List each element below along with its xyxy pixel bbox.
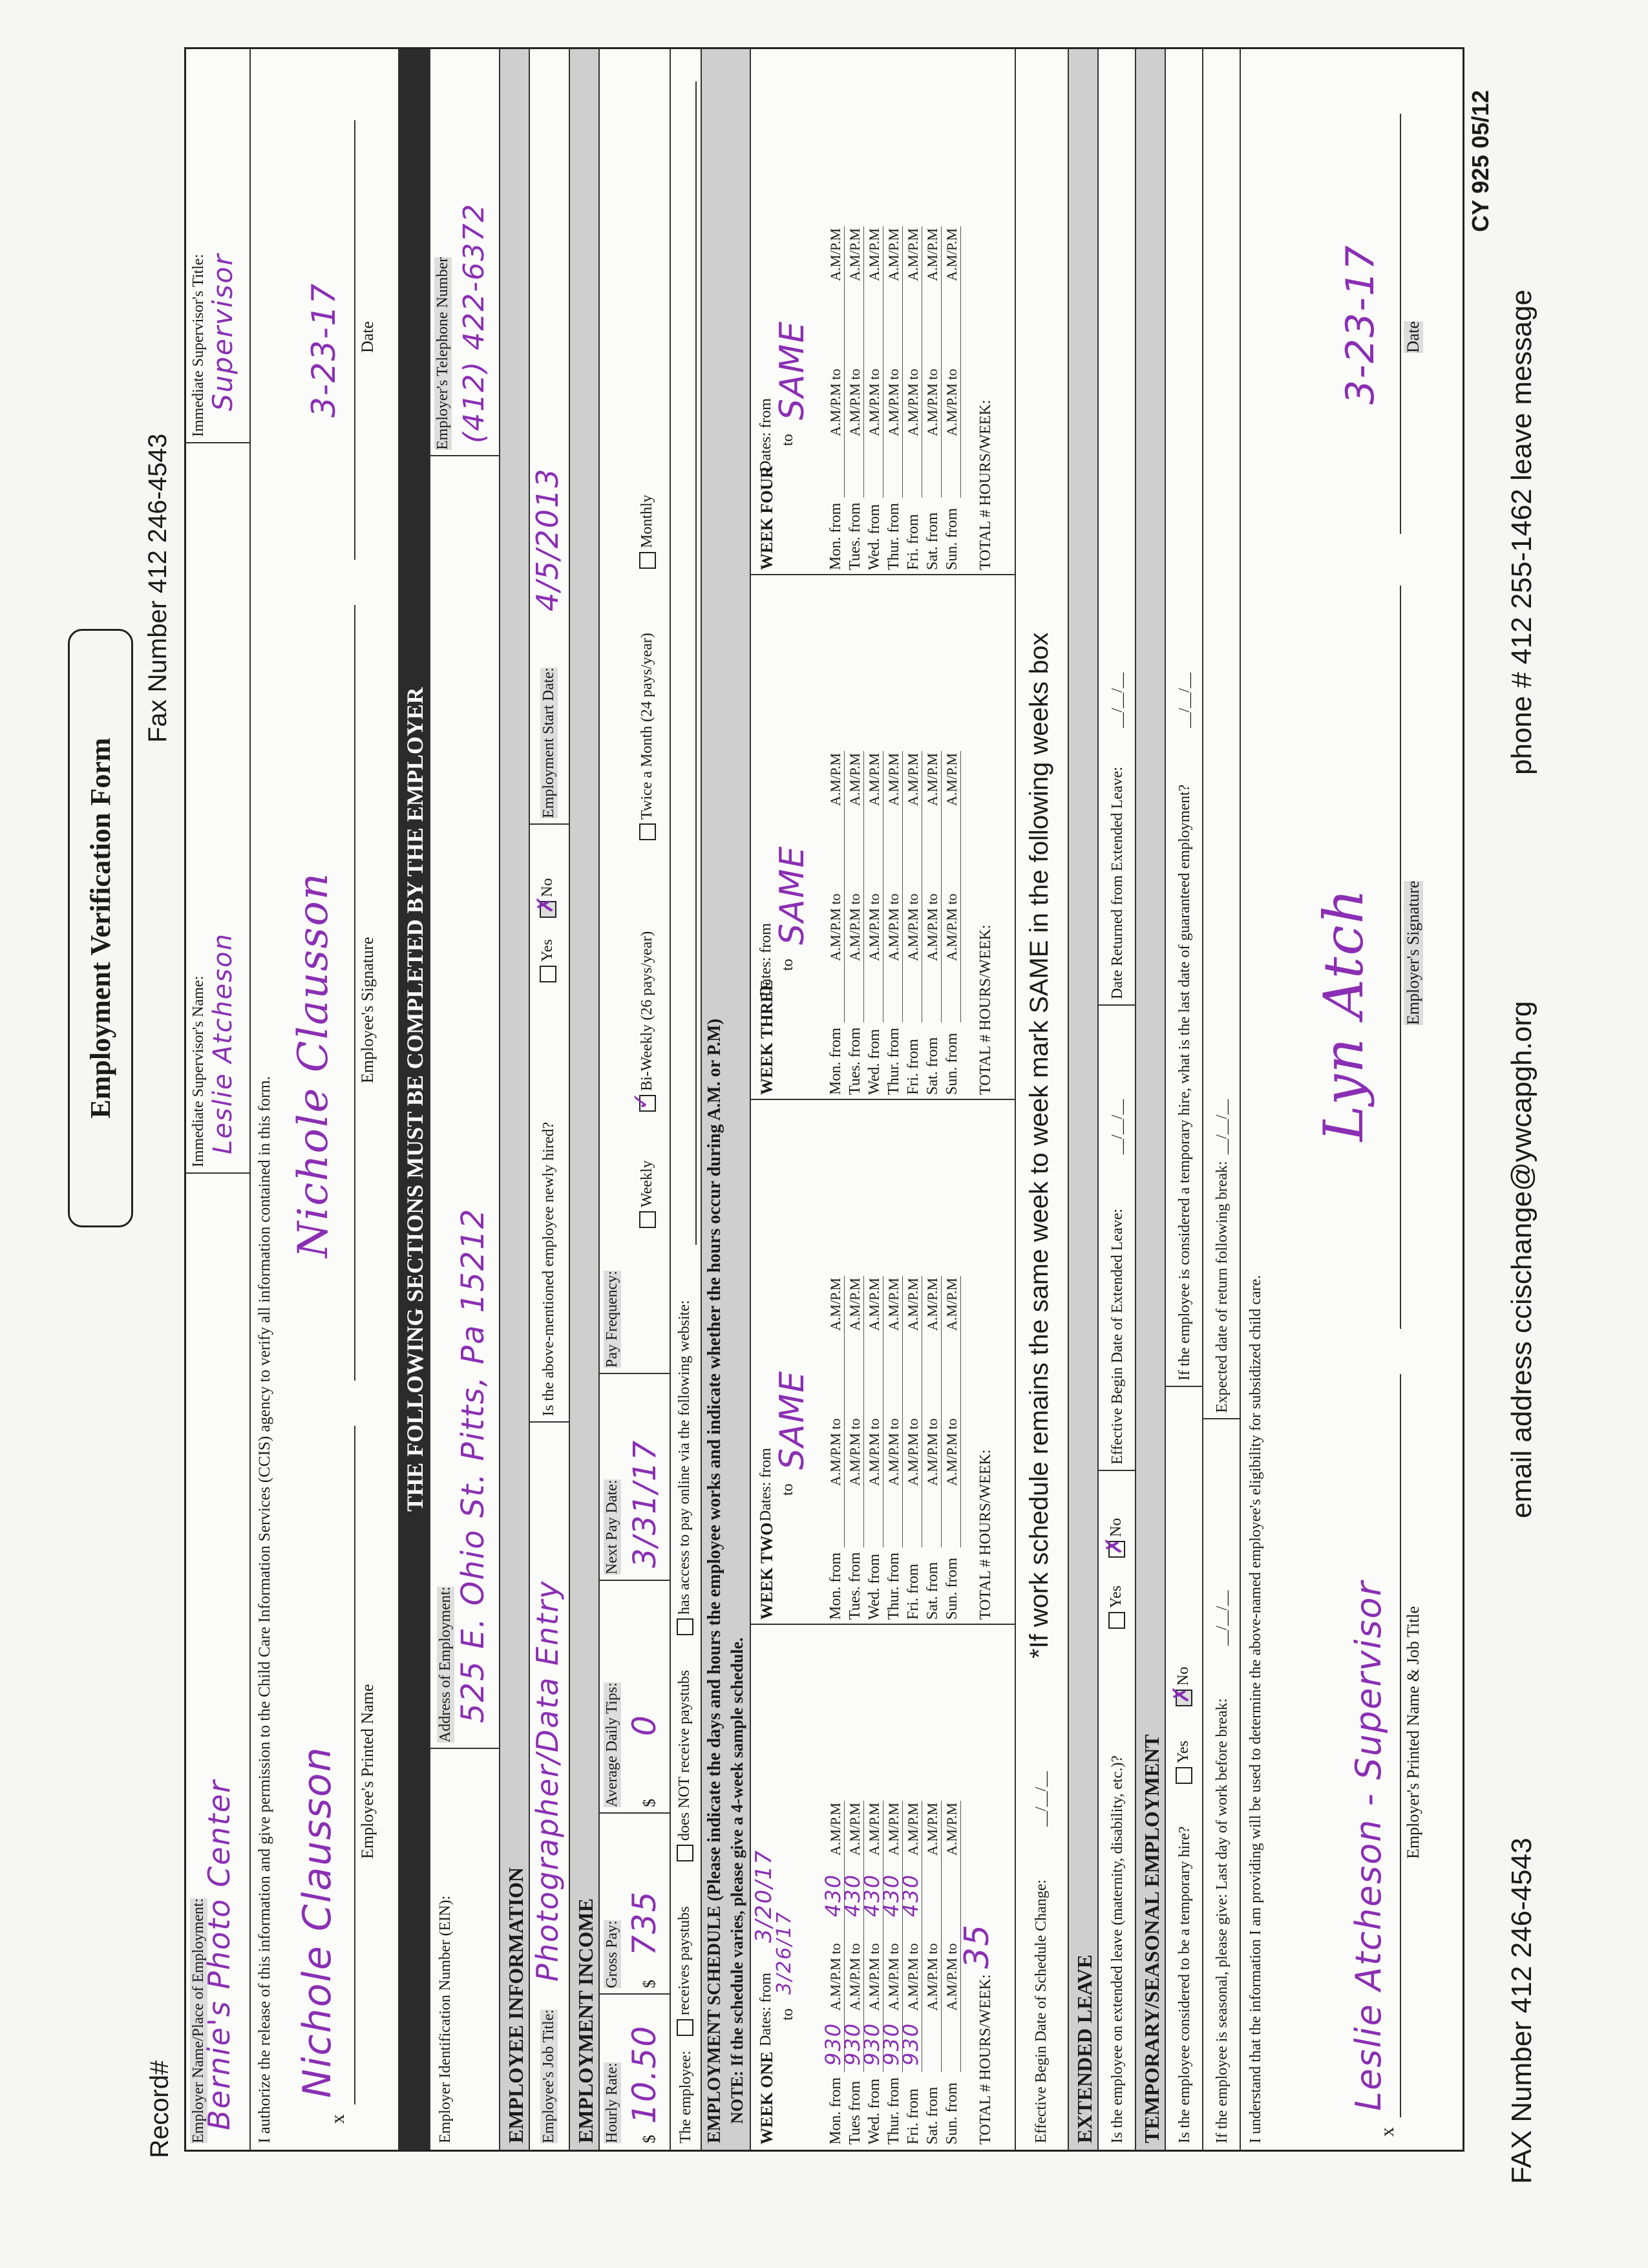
temporary-no[interactable]: No — [1175, 1667, 1192, 1710]
schedule-day-label: Mon. from — [827, 503, 844, 570]
week-one — [751, 1625, 1016, 2150]
schedule-ampm: A.M/P.M — [885, 228, 902, 281]
schedule-line — [863, 226, 864, 498]
schedule-day-label: Sun. from — [944, 508, 960, 570]
week-total-label: TOTAL # HOURS/WEEK: — [977, 924, 994, 1095]
no-paystubs[interactable]: does NOT receive paystubs — [676, 1670, 693, 1865]
address-label: Address of Employment: — [437, 1586, 454, 1743]
schedule-ampm-to: A.M/P.M to — [847, 368, 863, 436]
schedule-line — [902, 226, 903, 498]
schedule-ampm-to: A.M/P.M to — [866, 368, 882, 436]
schedule-day-label: Sat. from — [924, 1037, 941, 1095]
newly-hired-no[interactable]: No — [539, 878, 556, 922]
schedule-line — [902, 1276, 903, 1547]
start-date-value[interactable]: 4/5/2013 — [530, 467, 565, 611]
schedule-day-label: Fri. from — [905, 514, 922, 570]
schedule-day-label: Thur. from — [885, 2077, 902, 2145]
schedule-ampm: A.M/P.M — [905, 1278, 921, 1331]
schedule-day-label: Sat. from — [924, 2086, 941, 2145]
employer-banner-text: THE FOLLOWING SECTIONS MUST BE COMPLETED BY THE EMPLOYER — [402, 687, 428, 1512]
schedule-ampm-to: A.M/P.M to — [866, 1943, 882, 2011]
schedule-start-time[interactable]: 930 — [898, 2022, 923, 2066]
freq-biweekly[interactable]: Bi-Weekly (26 pays/year) — [639, 931, 656, 1116]
schedule-note: NOTE: If the schedule varies, please give a 4-week sample schedule. — [728, 1637, 746, 2124]
schedule-day-label: Tues. from — [847, 502, 863, 570]
extended-leave-no-check: ✗ — [1101, 1536, 1127, 1555]
schedule-ampm: A.M/P.M — [905, 228, 921, 281]
frequency-label: Pay Frequency: — [604, 1271, 620, 1368]
footer-phone: phone # 412 255-1462 leave message — [1506, 289, 1537, 775]
printed-name-caption: Employee's Printed Name — [358, 1684, 377, 1859]
week-to-date[interactable]: 3/26/17 — [773, 1911, 796, 1995]
schedule-end-time[interactable]: 430 — [898, 1873, 923, 1917]
extended-begin-date[interactable]: __/__/__ — [1109, 1099, 1126, 1154]
schedule-ampm: A.M/P.M — [866, 228, 882, 281]
schedule-day-label: Wed. from — [866, 1028, 883, 1095]
online-pay[interactable]: has access to pay online via the following website: — [676, 1300, 693, 1639]
week-title: WEEK FOUR — [757, 465, 776, 570]
title-box — [68, 629, 133, 1227]
schedule-day-label: Sun. from — [944, 2083, 960, 2145]
schedule-ampm: A.M/P.M — [924, 1803, 940, 1856]
employment-income-heading-text: EMPLOYMENT INCOME — [574, 1898, 597, 2143]
schedule-ampm-to: A.M/P.M to — [944, 1943, 960, 2011]
week-to-label: to — [779, 1483, 796, 1496]
schedule-ampm: A.M/P.M — [924, 1278, 940, 1331]
week-three — [751, 575, 1016, 1100]
schedule-day-label: Sun. from — [944, 1033, 960, 1095]
schedule-day-label: Tues. from — [847, 1552, 863, 1620]
fax-top: Fax Number 412 246-4543 — [143, 433, 172, 743]
extended-begin-label: Effective Begin Date of Extended Leave: — [1109, 1208, 1126, 1465]
form-title: Employment Verification Form — [85, 737, 116, 1119]
schedule-ampm-to: A.M/P.M to — [944, 1418, 960, 1486]
next-pay-label: Next Pay Date: — [604, 1479, 620, 1574]
schedule-day-label: Thur. from — [885, 1028, 902, 1095]
employment-income-heading — [570, 49, 600, 2150]
schedule-line — [941, 1801, 942, 2072]
extended-leave-yes[interactable]: Yes — [1108, 1585, 1125, 1633]
seasonal-last-day[interactable]: __/__/__ — [1214, 1590, 1231, 1646]
extended-leave-heading — [1069, 49, 1099, 2150]
schedule-day-label: Wed. from — [866, 2078, 883, 2145]
schedule-ampm: A.M/P.M — [924, 228, 940, 281]
schedule-day-label: Thur. from — [885, 1553, 902, 1620]
schedule-ampm-to: A.M/P.M to — [866, 893, 882, 961]
employer-signature-value[interactable]: Lyn Atch — [1312, 887, 1375, 1141]
week-title: WEEK THREE — [757, 980, 776, 1095]
schedule-line — [960, 751, 961, 1023]
schedule-end-time[interactable]: 430 — [879, 1873, 903, 1917]
address-value[interactable]: 525 E. Ohio St. Pitts, Pa 15212 — [455, 1207, 491, 1723]
schedule-line — [960, 226, 961, 498]
schedule-ampm: A.M/P.M — [924, 753, 940, 806]
employer-ids — [430, 49, 500, 2150]
tips-dollar: $ — [640, 1799, 659, 1807]
schedule-ampm-to: A.M/P.M to — [905, 1418, 921, 1486]
schedule-day-label: Fri. from — [905, 1039, 922, 1095]
schedule-ampm: A.M/P.M — [847, 1803, 863, 1856]
tips-label: Average Daily Tips: — [604, 1682, 620, 1807]
schedule-ampm-to: A.M/P.M to — [827, 1943, 843, 2011]
schedule-ampm: A.M/P.M — [847, 1278, 863, 1331]
schedule-ampm-to: A.M/P.M to — [944, 893, 960, 961]
freq-biweekly-check: ✓ — [628, 1092, 654, 1110]
temporary-no-check: ✗ — [1168, 1685, 1194, 1704]
employee-information-row — [530, 49, 570, 2150]
supervisor-title-label: Immediate Supervisor's Title: — [190, 254, 207, 437]
schedule-day-label: Thur. from — [885, 503, 902, 570]
temporary-heading-text: TEMPORARY/SEASONAL EMPLOYMENT — [1140, 1734, 1163, 2143]
schedule-line — [902, 751, 903, 1023]
seasonal-question: If the employee is seasonal, please give: Last day of work before break: — [1214, 1698, 1231, 2143]
form-code: CY 925 05/12 — [1467, 90, 1494, 232]
schedule-ampm: A.M/P.M — [866, 1803, 882, 1856]
expected-return-label: Expected date of return following break: — [1214, 1161, 1231, 1413]
next-pay-value[interactable]: 3/31/17 — [627, 1439, 663, 1568]
schedule-ampm-to: A.M/P.M to — [847, 893, 863, 961]
temporary-last-date-question: If the employee is considered a temporary hire, what is the last date of guaranteed employment? — [1176, 784, 1193, 1381]
temporary-last-date[interactable]: __/__/__ — [1176, 672, 1193, 728]
extended-leave-row — [1099, 49, 1136, 2150]
freq-twice-monthly[interactable]: Twice a Month (24 pays/year) — [639, 633, 656, 844]
freq-monthly[interactable]: Monthly — [639, 494, 656, 573]
week-dates-label: Dates: from — [757, 1973, 774, 2046]
week-total-label: TOTAL # HOURS/WEEK: — [977, 399, 994, 570]
supervisor-title-value[interactable]: Supervisor — [207, 253, 238, 411]
schedule-ampm: A.M/P.M — [944, 1803, 960, 1856]
week-to-label: to — [779, 434, 796, 446]
schedule-ampm: A.M/P.M — [847, 753, 863, 806]
week-total-label: TOTAL # HOURS/WEEK: — [977, 1974, 994, 2145]
schedule-ampm-to: A.M/P.M to — [885, 368, 902, 436]
schedule-ampm-to: A.M/P.M to — [885, 1943, 902, 2011]
schedule-line — [844, 1276, 845, 1547]
effective-change-date[interactable]: __/__/__ — [1033, 1771, 1050, 1827]
certification-prefix: x — [1377, 2127, 1398, 2137]
schedule-line — [941, 226, 942, 498]
schedule-ampm: A.M/P.M — [944, 753, 960, 806]
schedule-ampm: A.M/P.M — [866, 753, 882, 806]
schedule-ampm-to: A.M/P.M to — [827, 1418, 843, 1486]
schedule-ampm-to: A.M/P.M to — [924, 368, 940, 436]
employee-date-caption: Date — [358, 321, 377, 353]
seasonal-row — [1203, 49, 1241, 2150]
week-dates-label: Dates: from — [757, 398, 774, 472]
schedule-ampm: A.M/P.M — [885, 1278, 902, 1331]
certification — [1241, 49, 1463, 2150]
week-to-date[interactable]: SAME — [773, 845, 812, 945]
schedule-ampm-to: A.M/P.M to — [847, 1943, 863, 2011]
week-title: WEEK ONE — [757, 2051, 776, 2145]
schedule-ampm-to: A.M/P.M to — [905, 1943, 921, 2011]
temporary-yes[interactable]: Yes — [1175, 1741, 1192, 1788]
newly-hired-no-check: ✗ — [533, 895, 558, 914]
newly-hired-label: Is the above-mentioned employee newly hired? — [540, 1121, 557, 1416]
hourly-rate-value[interactable]: 10.50 — [626, 2024, 663, 2124]
temporary-question: Is the employee considered to be a temporary hire? — [1176, 1826, 1193, 2143]
week-two — [751, 1100, 1016, 1625]
week-from-date[interactable]: 3/20/17 — [751, 1849, 777, 1943]
printed-name-value[interactable]: Nichole Clausson — [295, 1746, 340, 2098]
schedule-ampm: A.M/P.M — [944, 1278, 960, 1331]
schedule-day-label: Sun. from — [944, 1558, 960, 1620]
record-label: Record# — [145, 2060, 174, 2158]
schedule-weeks — [751, 49, 1016, 2150]
schedule-ampm: A.M/P.M — [905, 1803, 921, 1856]
schedule-ampm-to: A.M/P.M to — [924, 1418, 940, 1486]
schedule-day-label: Wed. from — [866, 1553, 883, 1620]
employee-information-heading — [500, 49, 530, 2150]
job-title-label: Employee's Job Title: — [540, 2009, 557, 2143]
ein-label: Employer Identification Number (EIN): — [437, 1895, 454, 2143]
gross-pay-value[interactable]: 735 — [626, 1890, 663, 1956]
hourly-rate-label: Hourly Rate: — [604, 2062, 620, 2143]
tips-value[interactable]: 0 — [626, 1714, 663, 1736]
gross-pay-dollar: $ — [640, 1980, 659, 1988]
schedule-day-label: Mon. from — [827, 2077, 844, 2145]
week-four — [751, 50, 1016, 575]
schedule-ampm-to: A.M/P.M to — [827, 893, 843, 961]
schedule-change-row — [1016, 49, 1069, 2150]
hourly-rate-dollar: $ — [640, 2135, 659, 2143]
paystub-row — [671, 49, 702, 2150]
week-to-date[interactable]: SAME — [773, 1370, 812, 1470]
employer-banner — [399, 49, 430, 2150]
gross-pay-label: Gross Pay: — [604, 1920, 620, 1988]
schedule-ampm: A.M/P.M — [827, 228, 843, 281]
effective-change-label: Effective Begin Date of Schedule Change: — [1033, 1879, 1050, 2143]
schedule-day-label: Tues from — [847, 2081, 863, 2145]
schedule-ampm: A.M/P.M — [885, 753, 902, 806]
schedule-line — [863, 751, 864, 1023]
week-total-label: TOTAL # HOURS/WEEK: — [977, 1449, 994, 1620]
schedule-day-label: Fri. from — [905, 1563, 922, 1620]
week-to-label: to — [779, 959, 796, 971]
phone-label: Employer's Telephone Number — [434, 257, 451, 450]
schedule-ampm-to: A.M/P.M to — [905, 368, 921, 436]
week-to-date[interactable]: SAME — [773, 320, 812, 420]
schedule-line — [960, 1276, 961, 1547]
phone-value[interactable]: (412) 422-6372 — [458, 202, 491, 443]
schedule-ampm-to: A.M/P.M to — [885, 1418, 902, 1486]
freq-weekly[interactable]: Weekly — [639, 1160, 656, 1232]
schedule-day-label: Mon. from — [827, 1028, 844, 1095]
schedule-ampm: A.M/P.M — [885, 1803, 902, 1856]
employer-name-label: Employer Name/Place of Employment: — [190, 1898, 207, 2143]
schedule-ampm-to: A.M/P.M to — [885, 893, 902, 961]
schedule-ampm-to: A.M/P.M to — [827, 368, 843, 436]
schedule-day-label: Fri. from — [905, 2088, 922, 2145]
job-title-value[interactable]: Photographer/Data Entry — [530, 1580, 565, 1982]
schedule-day-label: Mon. from — [827, 1553, 844, 1620]
schedule-ampm: A.M/P.M — [905, 753, 921, 806]
extended-leave-no[interactable]: No — [1108, 1518, 1125, 1562]
employee-signature-value[interactable]: Nichole Clausson — [290, 872, 337, 1258]
schedule-line — [941, 1276, 942, 1547]
paystub-prefix: The employee: — [677, 2050, 694, 2143]
schedule-ampm-to: A.M/P.M to — [866, 1418, 882, 1486]
week-dates-label: Dates: from — [757, 923, 774, 997]
schedule-ampm-to: A.M/P.M to — [905, 893, 921, 961]
employee-date-value[interactable]: 3-23-17 — [305, 282, 343, 418]
schedule-line — [844, 751, 845, 1023]
employee-information-heading-text: EMPLOYEE INFORMATION — [504, 1867, 527, 2143]
schedule-day-label: Wed. from — [866, 503, 883, 570]
schedule-heading — [702, 49, 751, 2150]
extended-return-label: Date Returned from Extended Leave: — [1109, 767, 1126, 999]
schedule-start-time[interactable]: 930 — [860, 2022, 884, 2066]
schedule-day-label: Sat. from — [924, 512, 941, 570]
week-title: WEEK TWO — [757, 1522, 776, 1620]
schedule-day-label: Tues. from — [847, 1027, 863, 1095]
same-notice: *If work schedule remains the same week to week mark SAME in the following weeks box — [1025, 632, 1053, 1659]
supervisor-name-label: Immediate Supervisor's Name: — [190, 975, 207, 1167]
schedule-ampm: A.M/P.M — [827, 1803, 843, 1856]
temporary-heading — [1136, 49, 1166, 2150]
schedule-heading-text: EMPLOYMENT SCHEDULE (Please indicate the days and hours the employee works and indicate whether the hours occur during A.M. or P.M) — [704, 1019, 724, 2143]
schedule-day-label: Sat. from — [924, 1562, 941, 1620]
extended-return-date[interactable]: __/__/__ — [1109, 672, 1126, 728]
schedule-ampm: A.M/P.M — [827, 1278, 843, 1331]
schedule-start-time[interactable]: 930 — [879, 2022, 903, 2066]
schedule-line — [844, 226, 845, 498]
employer-printed-value[interactable]: Leslie Atcheson - Supervisor — [1348, 1580, 1389, 2111]
week-to-label: to — [779, 2008, 796, 2020]
schedule-start-time[interactable]: 930 — [840, 2022, 865, 2066]
schedule-end-time[interactable]: 430 — [840, 1873, 865, 1917]
extended-leave-question: Is the employee on extended leave (maternity, disability, etc.)? — [1109, 1755, 1126, 2143]
expected-return-date[interactable]: __/__/__ — [1214, 1099, 1231, 1154]
employee-section — [186, 49, 399, 2150]
employer-signature-caption: Employer's Signature — [1404, 880, 1422, 1025]
schedule-ampm-to: A.M/P.M to — [924, 893, 940, 961]
schedule-line — [863, 1276, 864, 1547]
schedule-ampm-to: A.M/P.M to — [924, 1943, 940, 2011]
week-dates-label: Dates: from — [757, 1448, 774, 1521]
schedule-ampm: A.M/P.M — [827, 753, 843, 806]
schedule-end-time[interactable]: 430 — [860, 1873, 884, 1917]
schedule-ampm: A.M/P.M — [847, 228, 863, 281]
schedule-end-time[interactable]: 430 — [821, 1873, 845, 1917]
printed-name-prefix: x — [327, 2114, 348, 2124]
schedule-line — [941, 751, 942, 1023]
employer-name-value[interactable]: Bernie's Photo Center — [202, 1779, 237, 2130]
employee-signature-caption: Employee's Signature — [358, 937, 377, 1083]
temporary-row — [1166, 49, 1203, 2150]
schedule-ampm: A.M/P.M — [866, 1278, 882, 1331]
employment-income-row — [600, 49, 671, 2150]
employer-date-caption: Date — [1404, 321, 1422, 353]
extended-leave-heading-text: EXTENDED LEAVE — [1073, 1955, 1096, 2143]
schedule-ampm-to: A.M/P.M to — [847, 1418, 863, 1486]
newly-hired-yes[interactable]: Yes — [539, 939, 556, 986]
schedule-ampm: A.M/P.M — [944, 228, 960, 281]
footer-fax: FAX Number 412 246-4543 — [1506, 1838, 1537, 2184]
form-body — [184, 47, 1464, 2152]
start-date-label: Employment Start Date: — [540, 667, 557, 818]
footer-email: email address ccischange@ywcapgh.org — [1506, 1001, 1537, 1518]
receives-paystubs[interactable]: receives paystubs — [676, 1906, 693, 2040]
certification-statement: I understand that the information I am providing will be used to determine the above-named employee's eligibility for subsidized child care. — [1247, 1275, 1264, 2143]
employer-printed-caption: Employer's Printed Name & Job Title — [1404, 1606, 1422, 1859]
authorization-text: I authorize the release of this information and give permission to the Child Care Information Services (CCIS) agency to verify all information contained in this form. — [256, 1076, 273, 2143]
employer-date-value[interactable]: 3-23-17 — [1338, 244, 1383, 405]
week-total-value[interactable]: 35 — [958, 1923, 997, 1969]
supervisor-name-value[interactable]: Leslie Atcheson — [208, 933, 238, 1154]
schedule-ampm-to: A.M/P.M to — [944, 368, 960, 436]
schedule-start-time[interactable]: 930 — [821, 2022, 845, 2066]
